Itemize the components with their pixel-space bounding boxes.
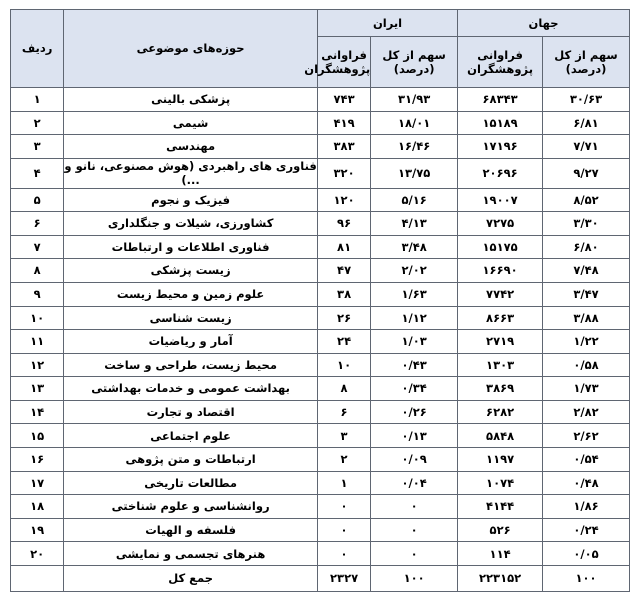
cell-world-frequency: ۲۷۱۹ bbox=[458, 330, 543, 354]
column-header-iran-share bbox=[371, 37, 458, 88]
column-group-world: جهان bbox=[458, 10, 630, 37]
table-row bbox=[11, 235, 630, 259]
cell-rank: ۴ bbox=[11, 158, 64, 188]
cell-subject-field: فلسفه و الهیات bbox=[64, 518, 318, 542]
cell-subject-field: ارتباطات و متن پژوهی bbox=[64, 448, 318, 472]
cell-iran-frequency: ۳ bbox=[317, 424, 370, 448]
cell-iran-share: ۴/۱۳ bbox=[371, 212, 458, 236]
cell-rank: ۲ bbox=[11, 111, 64, 135]
cell-rank bbox=[11, 566, 64, 592]
cell-iran-share: ۰ bbox=[371, 518, 458, 542]
cell-world-share: ۱/۲۲ bbox=[543, 330, 630, 354]
world-share-label-line2: (درصد) bbox=[565, 62, 607, 76]
iran-frequency-label-line2: پژوهشگران bbox=[304, 62, 371, 76]
cell-rank: ۱۰ bbox=[11, 306, 64, 330]
cell-world-frequency: ۶۲۸۲ bbox=[458, 400, 543, 424]
column-header-rank: ردیف bbox=[11, 10, 64, 88]
cell-iran-frequency: ۷۴۳ bbox=[317, 88, 370, 112]
cell-iran-share: ۳۱/۹۳ bbox=[371, 88, 458, 112]
world-share-label-line1: سهم از کل bbox=[554, 47, 618, 62]
cell-world-frequency: ۱۷۱۹۶ bbox=[458, 135, 543, 159]
table-row bbox=[11, 111, 630, 135]
cell-iran-frequency: ۲۳۲۷ bbox=[317, 566, 370, 592]
cell-iran-share: ۰/۰۴ bbox=[371, 471, 458, 495]
table-row bbox=[11, 471, 630, 495]
cell-subject-field: علوم اجتماعی bbox=[64, 424, 318, 448]
cell-rank: ۱۸ bbox=[11, 495, 64, 519]
cell-subject-field: مطالعات تاریخی bbox=[64, 471, 318, 495]
table-row bbox=[11, 188, 630, 212]
cell-iran-share: ۰ bbox=[371, 542, 458, 566]
cell-world-share: ۳/۴۷ bbox=[543, 282, 630, 306]
cell-world-share: ۹/۲۷ bbox=[543, 158, 630, 188]
cell-subject-field: هنرهای تجسمی و نمایشی bbox=[64, 542, 318, 566]
cell-rank: ۱۱ bbox=[11, 330, 64, 354]
cell-subject-field: بهداشت عمومی و خدمات بهداشتی bbox=[64, 377, 318, 401]
table-row bbox=[11, 135, 630, 159]
cell-iran-frequency: ۲۴ bbox=[317, 330, 370, 354]
cell-rank: ۸ bbox=[11, 259, 64, 283]
table-header bbox=[11, 10, 630, 88]
cell-world-share: ۸/۵۲ bbox=[543, 188, 630, 212]
cell-rank: ۱۶ bbox=[11, 448, 64, 472]
cell-rank: ۵ bbox=[11, 188, 64, 212]
cell-iran-share: ۱/۰۳ bbox=[371, 330, 458, 354]
table-row bbox=[11, 448, 630, 472]
cell-rank: ۲۰ bbox=[11, 542, 64, 566]
cell-iran-share: ۳/۴۸ bbox=[371, 235, 458, 259]
cell-world-share: ۶/۸۱ bbox=[543, 111, 630, 135]
cell-world-frequency: ۱۵۱۸۹ bbox=[458, 111, 543, 135]
cell-subject-field: روانشناسی و علوم شناختی bbox=[64, 495, 318, 519]
cell-iran-frequency: ۴۱۹ bbox=[317, 111, 370, 135]
cell-world-frequency: ۱۳۰۳ bbox=[458, 353, 543, 377]
researchers-by-subject-table bbox=[10, 9, 630, 592]
column-header-iran-frequency bbox=[304, 37, 371, 88]
cell-iran-frequency: ۰ bbox=[317, 495, 370, 519]
cell-iran-frequency: ۱۰ bbox=[317, 353, 370, 377]
cell-iran-frequency: ۰ bbox=[317, 542, 370, 566]
cell-world-share: ۳۰/۶۳ bbox=[543, 88, 630, 112]
table-row bbox=[11, 330, 630, 354]
cell-iran-frequency: ۲ bbox=[317, 448, 370, 472]
cell-iran-frequency: ۱ bbox=[317, 471, 370, 495]
cell-iran-frequency: ۸ bbox=[317, 377, 370, 401]
cell-world-frequency: ۸۶۶۳ bbox=[458, 306, 543, 330]
table-row bbox=[11, 377, 630, 401]
cell-world-share: ۳/۸۸ bbox=[543, 306, 630, 330]
cell-iran-frequency: ۸۱ bbox=[317, 235, 370, 259]
cell-world-share: ۰/۲۴ bbox=[543, 518, 630, 542]
cell-iran-frequency: ۳۲۰ bbox=[317, 158, 370, 188]
cell-world-share: ۰/۵۸ bbox=[543, 353, 630, 377]
cell-rank: ۱۳ bbox=[11, 377, 64, 401]
cell-subject-field: آمار و ریاضیات bbox=[64, 330, 318, 354]
cell-rank: ۱۴ bbox=[11, 400, 64, 424]
cell-iran-share: ۱۰۰ bbox=[371, 566, 458, 592]
cell-rank: ۷ bbox=[11, 235, 64, 259]
cell-world-frequency: ۳۸۶۹ bbox=[458, 377, 543, 401]
table-total-row bbox=[11, 566, 630, 592]
cell-iran-frequency: ۳۸ bbox=[317, 282, 370, 306]
world-frequency-label-line1: فراوانی bbox=[477, 47, 523, 62]
table-row bbox=[11, 542, 630, 566]
table-row bbox=[11, 306, 630, 330]
cell-world-share: ۶/۸۰ bbox=[543, 235, 630, 259]
cell-world-frequency: ۷۷۴۲ bbox=[458, 282, 543, 306]
cell-world-share: ۲/۸۲ bbox=[543, 400, 630, 424]
table-row bbox=[11, 259, 630, 283]
cell-iran-share: ۰/۲۶ bbox=[371, 400, 458, 424]
cell-world-frequency: ۱۵۱۷۵ bbox=[458, 235, 543, 259]
cell-world-share: ۱/۸۶ bbox=[543, 495, 630, 519]
table-row bbox=[11, 518, 630, 542]
cell-iran-frequency: ۰ bbox=[317, 518, 370, 542]
table-row bbox=[11, 88, 630, 112]
cell-world-frequency: ۴۱۴۴ bbox=[458, 495, 543, 519]
cell-world-frequency: ۶۸۳۴۳ bbox=[458, 88, 543, 112]
table-row bbox=[11, 400, 630, 424]
cell-iran-share: ۵/۱۶ bbox=[371, 188, 458, 212]
cell-world-frequency: ۱۰۷۴ bbox=[458, 471, 543, 495]
cell-subject-field: زیست شناسی bbox=[64, 306, 318, 330]
cell-iran-share: ۱۶/۴۶ bbox=[371, 135, 458, 159]
header-group-row bbox=[11, 10, 630, 37]
cell-subject-field: پزشکی بالینی bbox=[64, 88, 318, 112]
column-header-world-share bbox=[543, 37, 630, 88]
cell-iran-frequency: ۶ bbox=[317, 400, 370, 424]
cell-subject-field: شیمی bbox=[64, 111, 318, 135]
cell-iran-share: ۱/۶۳ bbox=[371, 282, 458, 306]
iran-frequency-label-line1: فراوانی bbox=[321, 47, 367, 62]
column-group-iran: ایران bbox=[317, 10, 457, 37]
cell-iran-frequency: ۲۶ bbox=[317, 306, 370, 330]
cell-subject-field: محیط زیست، طراحی و ساخت bbox=[64, 353, 318, 377]
cell-subject-field: فناوری اطلاعات و ارتباطات bbox=[64, 235, 318, 259]
table-row bbox=[11, 353, 630, 377]
table-row bbox=[11, 282, 630, 306]
table-row bbox=[11, 424, 630, 448]
cell-iran-frequency: ۴۷ bbox=[317, 259, 370, 283]
cell-world-frequency: ۲۲۳۱۵۲ bbox=[458, 566, 543, 592]
cell-rank: ۶ bbox=[11, 212, 64, 236]
cell-world-share: ۳/۳۰ bbox=[543, 212, 630, 236]
cell-world-frequency: ۵۲۶ bbox=[458, 518, 543, 542]
cell-subject-field: اقتصاد و تجارت bbox=[64, 400, 318, 424]
cell-iran-share: ۰/۰۹ bbox=[371, 448, 458, 472]
cell-world-share: ۰/۰۵ bbox=[543, 542, 630, 566]
cell-subject-field: کشاورزی، شیلات و جنگلداری bbox=[64, 212, 318, 236]
cell-world-frequency: ۷۲۷۵ bbox=[458, 212, 543, 236]
cell-iran-share: ۰/۳۴ bbox=[371, 377, 458, 401]
column-header-subject-field: حوزه‌های موضوعی bbox=[64, 10, 318, 88]
cell-iran-share: ۲/۰۲ bbox=[371, 259, 458, 283]
cell-world-share: ۰/۵۴ bbox=[543, 448, 630, 472]
column-header-world-frequency bbox=[458, 37, 543, 88]
cell-world-share: ۲/۶۲ bbox=[543, 424, 630, 448]
cell-world-frequency: ۵۸۴۸ bbox=[458, 424, 543, 448]
cell-subject-field: علوم زمین و محیط زیست bbox=[64, 282, 318, 306]
cell-rank: ۱۹ bbox=[11, 518, 64, 542]
cell-world-frequency: ۲۰۶۹۶ bbox=[458, 158, 543, 188]
iran-share-label-line1: سهم از کل bbox=[382, 47, 446, 62]
iran-share-label-line2: (درصد) bbox=[393, 62, 435, 76]
cell-world-frequency: ۱۶۶۹۰ bbox=[458, 259, 543, 283]
cell-subject-field: فناوری های راهبردی (هوش مصنوعی، نانو و ...) bbox=[64, 158, 317, 188]
cell-rank: ۱۵ bbox=[11, 424, 64, 448]
cell-world-share: ۱۰۰ bbox=[543, 566, 630, 592]
cell-rank: ۱۲ bbox=[11, 353, 64, 377]
cell-world-frequency: ۱۱۴ bbox=[458, 542, 543, 566]
world-frequency-label-line2: پژوهشگران bbox=[467, 62, 534, 76]
cell-iran-share: ۰/۴۳ bbox=[371, 353, 458, 377]
cell-iran-frequency: ۹۶ bbox=[317, 212, 370, 236]
table-body bbox=[11, 88, 630, 592]
cell-iran-share: ۰/۱۳ bbox=[371, 424, 458, 448]
cell-world-frequency: ۱۱۹۷ bbox=[458, 448, 543, 472]
cell-iran-frequency: ۳۸۳ bbox=[317, 135, 370, 159]
cell-subject-field: زیست پزشکی bbox=[64, 259, 318, 283]
cell-iran-frequency: ۱۲۰ bbox=[317, 188, 370, 212]
cell-world-share: ۱/۷۳ bbox=[543, 377, 630, 401]
cell-world-share: ۷/۴۸ bbox=[543, 259, 630, 283]
cell-rank: ۱۷ bbox=[11, 471, 64, 495]
cell-iran-share: ۱۸/۰۱ bbox=[371, 111, 458, 135]
cell-world-share: ۷/۷۱ bbox=[543, 135, 630, 159]
cell-rank: ۹ bbox=[11, 282, 64, 306]
cell-subject-field: جمع کل bbox=[64, 566, 318, 592]
cell-subject-field: فیزیک و نجوم bbox=[64, 188, 318, 212]
cell-world-share: ۰/۴۸ bbox=[543, 471, 630, 495]
cell-subject-field: مهندسی bbox=[64, 135, 318, 159]
cell-rank: ۱ bbox=[11, 88, 64, 112]
table-row bbox=[11, 495, 630, 519]
table-row bbox=[11, 212, 630, 236]
cell-rank: ۳ bbox=[11, 135, 64, 159]
table-row bbox=[11, 158, 630, 188]
cell-world-frequency: ۱۹۰۰۷ bbox=[458, 188, 543, 212]
cell-iran-share: ۱/۱۲ bbox=[371, 306, 458, 330]
cell-iran-share: ۱۳/۷۵ bbox=[371, 158, 458, 188]
cell-iran-share: ۰ bbox=[371, 495, 458, 519]
